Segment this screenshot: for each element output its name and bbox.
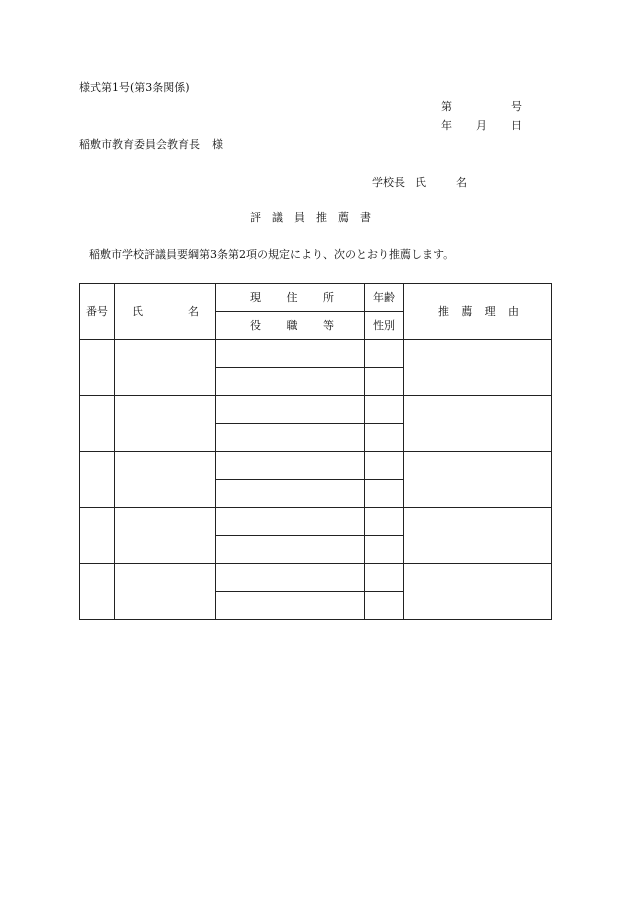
sender-role: 学校長 bbox=[372, 176, 405, 189]
cell-age[interactable] bbox=[365, 340, 404, 368]
table-row bbox=[80, 564, 552, 592]
cell-gender[interactable] bbox=[365, 480, 404, 508]
table-row bbox=[80, 396, 552, 424]
cell-name[interactable] bbox=[115, 508, 216, 564]
cell-reason[interactable] bbox=[404, 508, 552, 564]
header-address-char-3: 所 bbox=[323, 291, 334, 304]
cell-number[interactable] bbox=[80, 340, 115, 396]
header-reason-char-2: 薦 bbox=[461, 305, 473, 318]
intro-text: 稲敷市学校評議員要綱第3条第2項の規定により、次のとおり推薦します。 bbox=[89, 248, 455, 261]
cell-address[interactable] bbox=[216, 340, 365, 368]
cell-age[interactable] bbox=[365, 452, 404, 480]
header-position-char-3: 等 bbox=[323, 319, 334, 332]
cell-age[interactable] bbox=[365, 508, 404, 536]
document-title: 評議員推薦書 bbox=[250, 211, 382, 224]
cell-position[interactable] bbox=[216, 424, 365, 452]
date-month-label: 月 bbox=[476, 119, 487, 132]
doc-number-prefix: 第 bbox=[441, 100, 452, 113]
cell-address[interactable] bbox=[216, 564, 365, 592]
header-reason bbox=[404, 284, 552, 340]
cell-name[interactable] bbox=[115, 452, 216, 508]
doc-number-suffix: 号 bbox=[511, 100, 522, 113]
cell-gender[interactable] bbox=[365, 536, 404, 564]
cell-name[interactable] bbox=[115, 396, 216, 452]
table-row bbox=[80, 508, 552, 536]
cell-address[interactable] bbox=[216, 508, 365, 536]
header-address-char-2: 住 bbox=[286, 291, 298, 304]
cell-address[interactable] bbox=[216, 452, 365, 480]
addressee-line bbox=[79, 139, 223, 150]
table-header-row bbox=[80, 284, 552, 312]
cell-position[interactable] bbox=[216, 368, 365, 396]
form-number: 様式第1号(第3条関係) bbox=[79, 81, 190, 94]
cell-name[interactable] bbox=[115, 564, 216, 620]
date-line bbox=[441, 120, 522, 131]
header-name-char-1: 氏 bbox=[132, 305, 143, 318]
cell-gender[interactable] bbox=[365, 592, 404, 620]
document-number-line bbox=[441, 101, 522, 112]
cell-reason[interactable] bbox=[404, 564, 552, 620]
cell-reason[interactable] bbox=[404, 396, 552, 452]
header-age: 年齢 bbox=[365, 284, 404, 312]
header-name-char-2: 名 bbox=[188, 305, 199, 318]
header-reason-char-4: 由 bbox=[507, 305, 519, 318]
sender-name-label-1: 氏 bbox=[415, 176, 426, 189]
addressee: 稲敷市教育委員会教育長 bbox=[79, 138, 200, 151]
header-gender: 性別 bbox=[365, 312, 404, 340]
header-position-char-1: 役 bbox=[250, 319, 261, 332]
header-name bbox=[115, 284, 216, 340]
cell-gender[interactable] bbox=[365, 368, 404, 396]
header-position-char-2: 職 bbox=[286, 319, 298, 332]
cell-position[interactable] bbox=[216, 592, 365, 620]
table-row bbox=[80, 452, 552, 480]
cell-number[interactable] bbox=[80, 452, 115, 508]
cell-position[interactable] bbox=[216, 480, 365, 508]
addressee-honorific: 様 bbox=[212, 138, 223, 151]
cell-number[interactable] bbox=[80, 396, 115, 452]
cell-reason[interactable] bbox=[404, 340, 552, 396]
cell-position[interactable] bbox=[216, 536, 365, 564]
date-day-label: 日 bbox=[511, 119, 522, 132]
cell-reason[interactable] bbox=[404, 452, 552, 508]
cell-number[interactable] bbox=[80, 508, 115, 564]
date-year-label: 年 bbox=[441, 119, 452, 132]
cell-age[interactable] bbox=[365, 564, 404, 592]
header-address bbox=[216, 284, 365, 312]
cell-name[interactable] bbox=[115, 340, 216, 396]
header-position bbox=[216, 312, 365, 340]
recommendation-table bbox=[79, 283, 552, 620]
cell-address[interactable] bbox=[216, 396, 365, 424]
cell-gender[interactable] bbox=[365, 424, 404, 452]
header-number: 番号 bbox=[80, 284, 115, 340]
cell-number[interactable] bbox=[80, 564, 115, 620]
header-reason-char-3: 理 bbox=[484, 305, 496, 318]
cell-age[interactable] bbox=[365, 396, 404, 424]
sender-line bbox=[372, 177, 467, 188]
header-address-char-1: 現 bbox=[250, 291, 261, 304]
table-row bbox=[80, 340, 552, 368]
sender-name-label-2: 名 bbox=[456, 176, 467, 189]
header-reason-char-1: 推 bbox=[438, 305, 449, 318]
